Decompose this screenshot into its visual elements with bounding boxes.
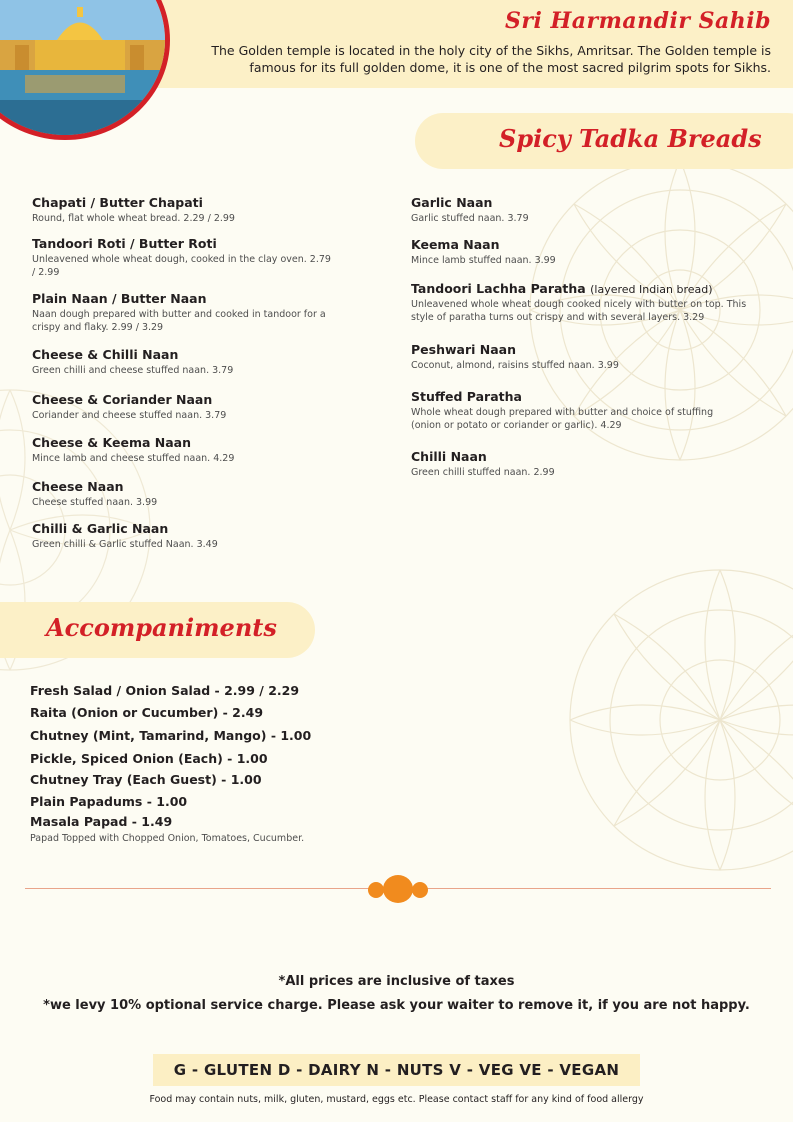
divider-dot [383, 875, 413, 903]
menu-item-name: Keema Naan [411, 237, 500, 252]
menu-item [32, 291, 332, 334]
divider-dots [368, 875, 430, 903]
menu-item [411, 449, 555, 479]
taxes-note: *All prices are inclusive of taxes [278, 974, 515, 989]
accompaniments-section-banner [0, 602, 315, 658]
menu-item-name: Plain Naan / Butter Naan [32, 291, 207, 306]
menu-item-desc: Mince lamb and cheese stuffed naan. 4.29 [32, 453, 235, 464]
menu-item-name: Cheese & Coriander Naan [32, 392, 213, 407]
menu-item-name-text: Tandoori Lachha Paratha [411, 281, 586, 296]
menu-item [32, 392, 226, 422]
menu-item-name: Chilli Naan [411, 449, 487, 464]
menu-item-name: Chapati / Butter Chapati [32, 195, 203, 210]
menu-item-desc: Garlic stuffed naan. 3.79 [411, 213, 529, 224]
menu-item-desc: Green chilli stuffed naan. 2.99 [411, 467, 555, 478]
menu-item-name: Stuffed Paratha [411, 389, 522, 404]
menu-item-desc: Coconut, almond, raisins stuffed naan. 3.99 [411, 360, 619, 371]
menu-item [411, 342, 619, 372]
menu-item-desc: Green chilli & Garlic stuffed Naan. 3.49 [32, 539, 218, 550]
accompaniment-item: Masala Papad - 1.49 [30, 814, 173, 829]
accompaniment-item: Raita (Onion or Cucumber) - 2.49 [30, 705, 264, 720]
menu-item-desc: Whole wheat dough prepared with butter and choice of stuffing (onion or potato or coriander or garlic). 4.29 [411, 407, 714, 431]
menu-item [411, 281, 771, 324]
accompaniment-desc: Papad Topped with Chopped Onion, Tomatoes, Cucumber. [30, 833, 305, 844]
golden-temple-image [0, 0, 170, 140]
accompaniment-item: Fresh Salad / Onion Salad - 2.99 / 2.29 [30, 683, 300, 698]
menu-item [32, 435, 234, 465]
menu-item-desc: Mince lamb stuffed naan. 3.99 [411, 255, 556, 266]
header-band [150, 0, 793, 88]
menu-item [411, 237, 556, 267]
divider-dot [368, 882, 384, 898]
menu-item-desc: Cheese stuffed naan. 3.99 [32, 497, 158, 508]
menu-item [411, 389, 731, 432]
menu-item-desc: Coriander and cheese stuffed naan. 3.79 [32, 410, 227, 421]
menu-item-name: Tandoori Roti / Butter Roti [32, 236, 217, 251]
mandala-decoration-bottom [560, 560, 793, 880]
menu-item-desc: Green chilli and cheese stuffed naan. 3.79 [32, 365, 234, 376]
menu-item [32, 479, 157, 509]
menu-item-note: (layered Indian bread) [590, 283, 713, 296]
dietary-legend: G - GLUTEN D - DAIRY N - NUTS V - VEG VE - VEGAN [153, 1054, 640, 1086]
divider-dot [412, 882, 428, 898]
menu-item-desc: Round, flat whole wheat bread. 2.29 / 2.99 [32, 213, 235, 224]
menu-item [32, 347, 233, 377]
menu-item-name: Cheese & Keema Naan [32, 435, 192, 450]
menu-item-desc: Unleavened whole wheat dough, cooked in the clay oven. 2.79 / 2.99 [32, 254, 331, 278]
menu-item-name: Peshwari Naan [411, 342, 516, 357]
breads-section-banner [415, 113, 793, 169]
menu-item-name: Garlic Naan [411, 195, 493, 210]
accompaniment-item: Chutney Tray (Each Guest) - 1.00 [30, 772, 262, 787]
header-title: Sri Harmandir Sahib [504, 8, 771, 34]
menu-item [411, 195, 529, 225]
menu-item [32, 521, 218, 551]
menu-item-name: Cheese Naan [32, 479, 124, 494]
accompaniments-section-title: Accompaniments [46, 613, 277, 642]
accompaniment-item: Pickle, Spiced Onion (Each) - 1.00 [30, 751, 268, 766]
breads-section-title: Spicy Tadka Breads [499, 124, 762, 153]
accompaniment-item: Chutney (Mint, Tamarind, Mango) - 1.00 [30, 728, 312, 743]
menu-item-desc: Naan dough prepared with butter and cooked in tandoor for a crispy and flaky. 2.99 / 3.29 [32, 309, 326, 333]
menu-item [32, 195, 235, 225]
service-charge-note: *we levy 10% optional service charge. Please ask your waiter to remove it, if you are not happy. [43, 998, 750, 1013]
menu-item-name: Chilli & Garlic Naan [32, 521, 169, 536]
menu-item-desc: Unleavened whole wheat dough cooked nicely with butter on top. This style of paratha turns out crispy and with several layers. 3.29 [411, 299, 747, 323]
menu-item-name: Cheese & Chilli Naan [32, 347, 179, 362]
accompaniment-item: Plain Papadums - 1.00 [30, 794, 188, 809]
menu-item [32, 236, 332, 279]
menu-item-name [411, 281, 771, 296]
header-description: The Golden temple is located in the holy city of the Sikhs, Amritsar. The Golden temple is famous for its full golden dome, it is one of the most sacred pilgrim spots for Sikhs. [211, 43, 771, 75]
allergy-note: Food may contain nuts, milk, gluten, mustard, eggs etc. Please contact staff for any kind of food allergy [149, 1094, 644, 1105]
